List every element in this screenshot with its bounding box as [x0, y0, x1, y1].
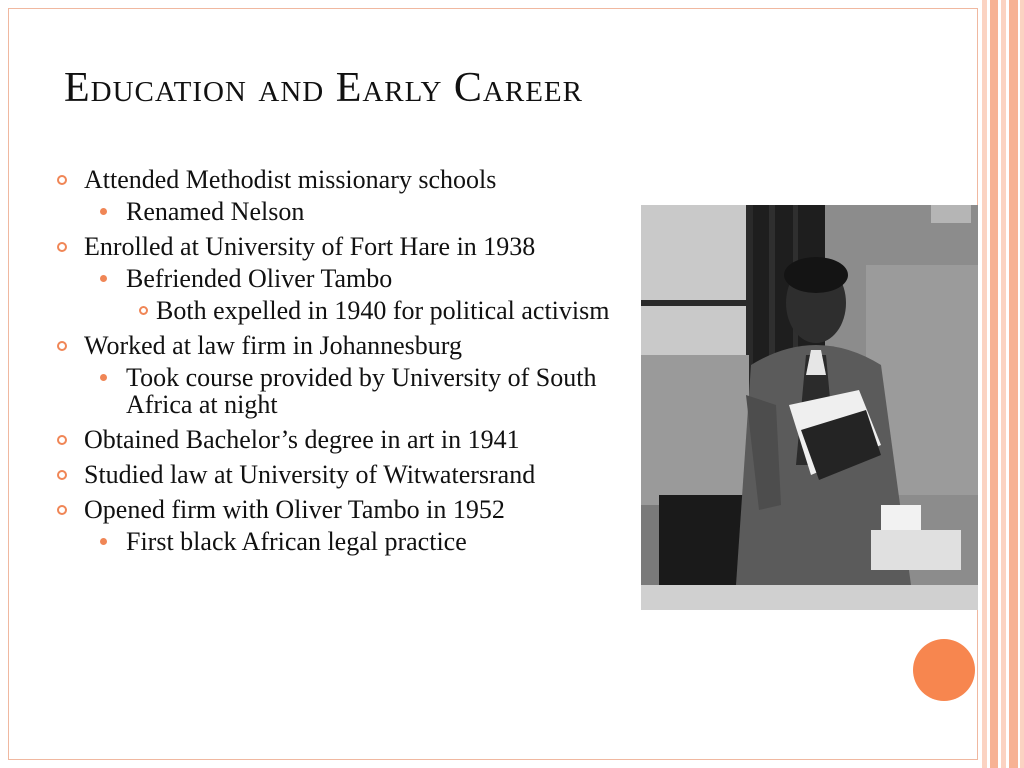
- bullet-item: [56, 461, 616, 488]
- decor-circle: [913, 639, 975, 701]
- bullet-dot-icon: [100, 208, 107, 215]
- bullet-text: First black African legal practice: [126, 527, 467, 556]
- decor-stripe: [1001, 0, 1006, 768]
- bullet-item: [56, 166, 616, 193]
- bullet-ring-icon: [57, 175, 67, 185]
- bullet-ring-icon: [57, 470, 67, 480]
- bullet-ring-icon: [57, 435, 67, 445]
- bullet-text: Both expelled in 1940 for political activism: [156, 296, 610, 325]
- bullet-item: [56, 265, 616, 292]
- bullet-text: Renamed Nelson: [126, 197, 305, 226]
- bullet-item: [56, 332, 616, 359]
- decor-stripe: [982, 0, 987, 768]
- bullet-item: [56, 198, 616, 225]
- bullet-text: Attended Methodist missionary schools: [84, 165, 497, 194]
- bullet-ring-icon: [139, 306, 148, 315]
- photo-illustration: [641, 205, 978, 610]
- bullet-item: [56, 528, 616, 555]
- bullet-text: Opened firm with Oliver Tambo in 1952: [84, 495, 505, 524]
- portrait-photo-icon: [641, 205, 978, 610]
- bullet-ring-icon: [57, 505, 67, 515]
- bullet-dot-icon: [100, 374, 107, 381]
- bullet-text: Enrolled at University of Fort Hare in 1938: [84, 232, 536, 261]
- bullet-text: Worked at law firm in Johannesburg: [84, 331, 462, 360]
- bullet-text: Befriended Oliver Tambo: [126, 264, 393, 293]
- bullet-item: [56, 233, 616, 260]
- bullet-ring-icon: [57, 341, 67, 351]
- bullet-item: [56, 364, 616, 418]
- bullet-list: [56, 166, 616, 555]
- bullet-dot-icon: [100, 538, 107, 545]
- bullet-item: [56, 297, 616, 324]
- decor-stripe: [990, 0, 998, 768]
- bullet-text: Obtained Bachelor’s degree in art in 1941: [84, 425, 520, 454]
- bullet-item: [56, 426, 616, 453]
- slide-title: Education and Early Career: [64, 65, 583, 111]
- bullet-text: Studied law at University of Witwatersrand: [84, 460, 536, 489]
- bullet-dot-icon: [100, 275, 107, 282]
- bullet-item: [56, 496, 616, 523]
- decor-stripe: [1020, 0, 1024, 768]
- decor-stripe: [1009, 0, 1018, 768]
- bullet-text: Took course provided by University of South Africa at night: [126, 363, 597, 419]
- bullet-ring-icon: [57, 242, 67, 252]
